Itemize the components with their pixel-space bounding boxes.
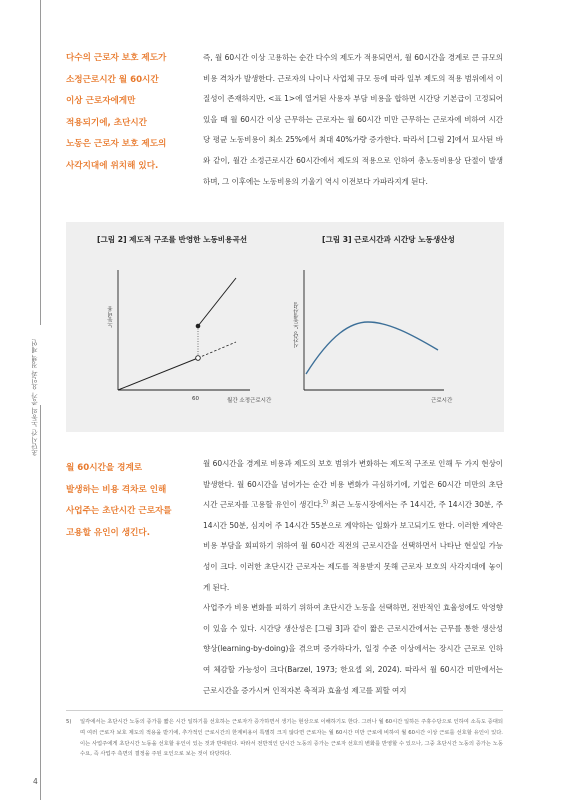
figure-2-title: [그림 2] 제도적 구조를 반영한 노동비용곡선 — [97, 235, 248, 244]
paragraph-2 — [203, 454, 503, 598]
body-section-2 — [203, 454, 503, 701]
fig2-x-tick-60: 60 — [192, 396, 199, 402]
fig2-cost-line-lower — [118, 358, 198, 390]
footnote-text: 일각에서는 초단시간 노동의 증가를 짧은 시간 일하기를 선호하는 근로자가 증가하면서 생기는 현상으로 이해하기도 한다. 그러나 월 60시간 일하든 주휴수당으로 인하여 소득도 증대되며 여러 근로자 보호 제도의 적용을 받기에, 추가적인 근로시간의 한계비용이 특별히 크지 않다면 근로자는 월 60시간 미만 근로에 비하여 월 60시간 이상 근로를 선호할 유인이 있다. 이는 사업주에게 초단시간 노동을 선호할 유인이 있는 것과 반대된다. 따라서 전반적인 단시간 노동의 증가는 근로자 선호의 변화를 반영할 수 있으나, 그중 초단시간 노동의 증가는 노동수요, 즉 사업주 측면의 결정을 주된 요인으로 보는 것이 타당하다. — [80, 719, 503, 758]
fig2-x-label: 월간 소정근로시간 — [227, 398, 272, 404]
fig2-cost-line-dashed — [198, 342, 236, 358]
footnote-divider — [66, 710, 503, 711]
figure-3-title: [그림 3] 근로시간과 시간당 노동생산성 — [322, 235, 455, 244]
callout-first: 다수의 근로자 보호 제도가 소정근로시간 월 60시간 이상 근로자에게만 적용되기에, 초단시간 노동은 근로자 보호 제도의 사각지대에 위치해 있다. — [66, 53, 167, 171]
callout-second: 월 60시간을 경계로 발생하는 비용 격차로 인해 사업주는 초단시간 근로자를 고용할 유인이 생긴다. — [66, 463, 172, 538]
side-rule-top — [40, 0, 41, 325]
fig2-filled-point — [196, 324, 201, 329]
paragraph-3: 사업주가 비용 변화를 피하기 위하여 초단시간 노동을 선택하면, 전반적인 효율성에도 악영향이 있을 수 있다. 시간당 생산성은 [그림 3]과 같이 짧은 근로시간에서는 근무를 통한 생산성 향상(learning-by-doing)을 겪으며 증가하다가, 일정 수준 이상에서는 장시간 근로로 인하여 체감할 가능성이 크다(Barzel, 1973; 한요셉 외, 2024). 따라서 월 60시간 미만에서는 근로시간을 증가시켜 인적자본 축적과 효율성 제고를 꾀할 여지 — [203, 603, 503, 695]
footnote-ref-5: 5) — [323, 499, 329, 506]
figure-panel — [66, 222, 504, 432]
side-rule-bottom — [40, 405, 41, 800]
fig2-cost-line-upper — [198, 278, 236, 326]
footnote-5 — [66, 717, 503, 760]
fig2-open-point — [196, 356, 201, 361]
body-section-1 — [203, 48, 503, 192]
fig3-y-label: 시간당 노동생산성 — [294, 302, 300, 348]
fig2-y-label: 노동비용 — [108, 306, 114, 328]
paragraph-1: 즉, 월 60시간 이상 고용하는 순간 다수의 제도가 적용되면서, 월 60시간을 경계로 큰 규모의 비용 격차가 발생한다. 근로자의 나이나 사업체 규모 등에 따라 일부 제도의 적용 범위에서 이질성이 존재하지만, <표 1>에 열거된 사용자 부담 비용을 합하면 시간당 기본급이 고정되어 있을 때 월 60시간 이상 근무하는 근로자는 월 60시간 미만 근무하는 근로자에 비하여 시간당 평균 노동비용이 최소 25%에서 최대 40%가량 증가한다. 따라서 [그림 2]에서 묘사된 바와 같이, 월간 소정근로시간 60시간에서 제도의 적용으로 인하여 총노동비용상 단절이 발생하며, 그 이후에는 노동비용의 기울기 역시 이전보다 가파라지게 된다. — [203, 53, 503, 186]
footnote-number: 5) — [66, 719, 72, 725]
fig3-x-label: 근로시간 — [431, 398, 453, 404]
fig3-productivity-curve — [306, 322, 438, 374]
page-number: 4 — [33, 777, 38, 786]
paragraph-2-text: 월 60시간을 경계로 비용과 제도의 보호 범위가 변화하는 제도적 구조로 인해 두 가지 현상이 발생한다. 월 60시간을 넘어가는 순간 비용 변화가 극심하기에, 기업은 60시간 미만의 초단시간 근로자를 고용할 유인이 생긴다. — [203, 459, 503, 510]
running-title: 초단시간 노동의 증가 요인과 정책 제언 — [31, 339, 39, 457]
paragraph-2-continued: 최근 노동시장에서는 주 14시간, 주 14시간 30분, 주 14시간 50분, 심지어 주 14시간 55분으로 계약하는 일화가 보고되기도 한다. 이러한 계약은 비용 부담을 회피하기 위하여 월 60시간 직전의 근로시간을 선택하면서 나타난 현실일 가능성이 크다. 이러한 초단시간 근로자는 제도를 적용받지 못해 근로자 보호의 사각지대에 놓이게 된다. — [203, 500, 503, 592]
